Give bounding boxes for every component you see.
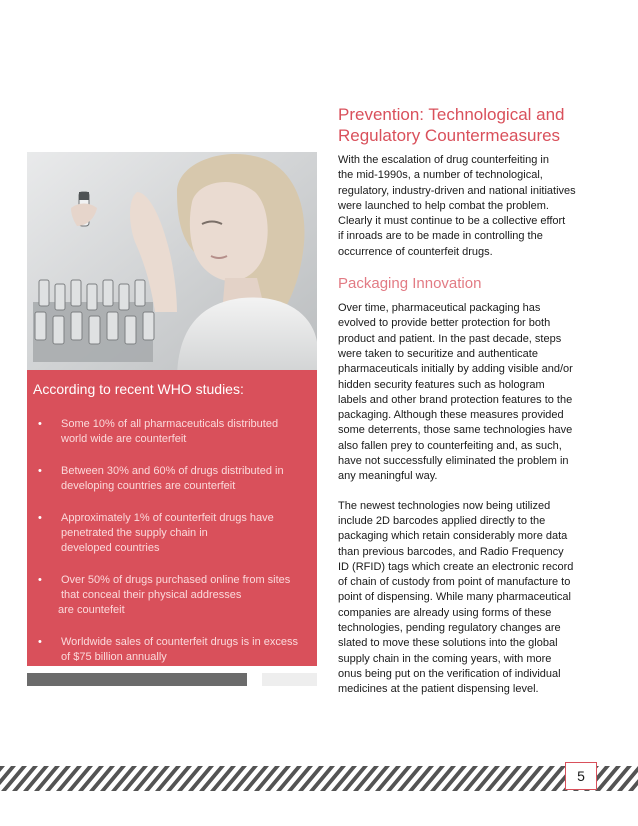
who-fact-item: • Approximately 1% of counterfeit drugs have penetrated the supply chain in developed countries	[38, 512, 274, 554]
subsection-heading: Packaging Innovation	[338, 275, 482, 293]
section-heading: Prevention: Technological and Regulatory Countermeasures	[338, 105, 565, 145]
lab-scientist-photo	[27, 152, 317, 380]
who-fact-item: • Over 50% of drugs purchased online from sites that conceal their physical addresses are countefeit	[38, 574, 291, 616]
page-number: 5	[577, 768, 585, 784]
who-facts-list	[38, 417, 298, 682]
bullet-icon: •	[38, 636, 42, 648]
who-fact-item: • Worldwide sales of counterfeit drugs is in excess of $75 billion annually	[38, 636, 299, 663]
footer-stripe-band	[0, 766, 638, 791]
packaging-paragraph-2: The newest technologies now being utilized include 2D barcodes applied directly to the packaging which retain considerably more data than previous barcodes, and Radio Frequency ID (RFID) tags which create an electronic record of chain of custody from point of manufacture to point of dispensing. While many pharmaceutical companies are already using forms of these technologies, pending regulatory changes are slated to move these solutions into the global supply chain in the coming years, with more onus being put on the verification of individual medicines at the patient dispensing level.	[338, 499, 574, 696]
bullet-icon: •	[38, 574, 42, 586]
bullet-icon: •	[38, 418, 42, 430]
page-number-box	[565, 762, 597, 790]
bullet-icon: •	[38, 465, 42, 477]
who-fact-item: • Some 10% of all pharmaceuticals distributed world wide are counterfeit	[38, 418, 279, 445]
divider-bar-light	[262, 673, 317, 686]
intro-paragraph: With the escalation of drug counterfeiting in the mid-1990s, a number of technological, regulatory, industry-driven and national initiatives were launched to help combat the problem. Clearly it must continue to be a collective effort if inroads are to be made in controlling the occurrence of counterfeit drugs.	[338, 154, 576, 258]
bullet-icon: •	[38, 512, 42, 524]
packaging-paragraph-1: Over time, pharmaceutical packaging has evolved to provide better protection for both product and patient. In the past decade, steps were taken to securitize and authenticate pharmaceuticals initially by adding visible and/or hidden security features such as hologram labels and other brand protection features to the packaging. Although these measures provided some deterrents, those same technologies have also fallen prey to counterfeiting and, as such, have not successfully eliminated the problem in any meaningful way.	[338, 302, 573, 483]
divider-bar-dark	[27, 673, 247, 686]
article-column	[338, 104, 600, 698]
who-facts-heading: According to recent WHO studies:	[33, 381, 244, 397]
who-fact-item: • Between 30% and 60% of drugs distributed in developing countries are counterfeit	[38, 465, 284, 492]
